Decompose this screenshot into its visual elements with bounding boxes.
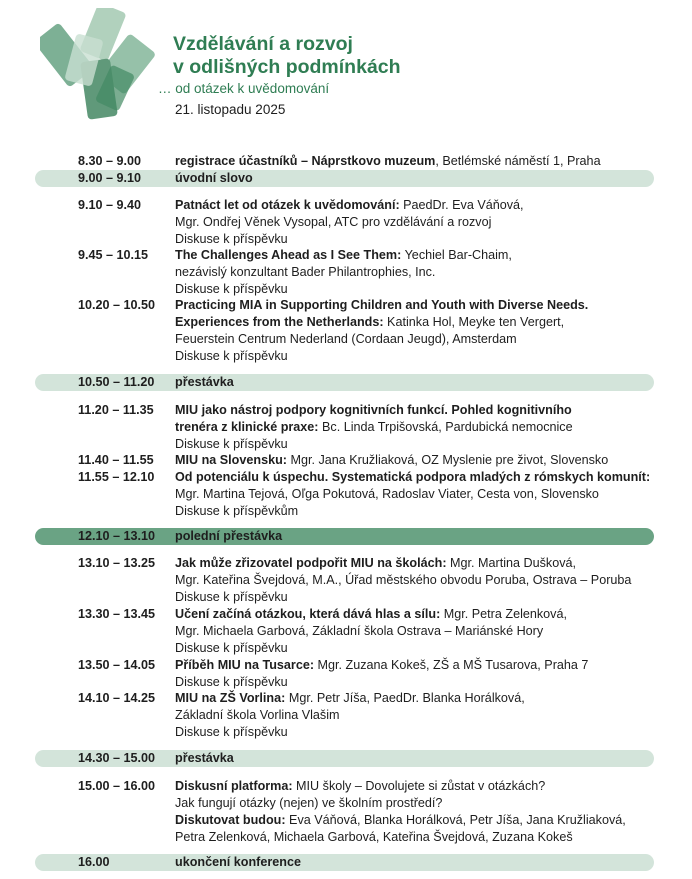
session-detail: Feuerstein Centrum Nederland (Cordaan Jeugd), Amsterdam xyxy=(175,332,517,346)
session-discussion: Diskuse k příspěvku xyxy=(175,349,288,363)
session-discussion: Diskuse k příspěvku xyxy=(175,725,288,739)
session-title: Practicing MIA in Supporting Children and Youth with Diverse Needs. xyxy=(175,298,589,312)
session-discussion: Diskuse k příspěvku xyxy=(175,437,288,451)
time-label: 9.10 – 9.40 xyxy=(78,198,142,212)
title-line-1: Vzdělávání a rozvoj xyxy=(173,33,353,55)
leaf-cross-logo-icon xyxy=(40,8,160,123)
session-detail: , Betlémské náměstí 1, Praha xyxy=(435,154,601,168)
time-label: 12.10 – 13.10 xyxy=(78,529,156,543)
panel-speakers-2: Petra Zelenková, Michaela Garbová, Kateřina Švejdová, Zuzana Kokeš xyxy=(175,830,573,844)
band-label: úvodní slovo xyxy=(175,171,253,185)
session-title: The Challenges Ahead as I See Them: xyxy=(175,248,402,262)
session-speaker: Yechiel Bar-Chaim, xyxy=(401,248,512,262)
time-label: 10.50 – 11.20 xyxy=(78,375,155,389)
session-title: Patnáct let od otázek k uvědomování: xyxy=(175,198,400,212)
time-label: 10.20 – 10.50 xyxy=(78,298,156,312)
session-title: Od potenciálu k úspechu. Systematická podpora mladých z rómskych komunít: xyxy=(175,470,651,484)
session-title: Diskusní platforma: xyxy=(175,779,293,793)
band-label: přestávka xyxy=(175,375,234,389)
panel-label: Diskutovat budou: xyxy=(175,813,286,827)
time-label: 13.10 – 13.25 xyxy=(78,556,156,570)
session-discussion: Diskuse k příspěvku xyxy=(175,232,288,246)
session-detail: MIU školy – Dovolujete si zůstat v otázkách? xyxy=(292,779,546,793)
session-speaker: Mgr. Zuzana Kokeš, ZŠ a MŠ Tusarova, Praha 7 xyxy=(314,658,589,672)
time-label: 8.30 – 9.00 xyxy=(78,154,142,168)
session-detail: Základní škola Vorlina Vlašim xyxy=(175,708,340,722)
session-detail: Mgr. Michaela Garbová, Základní škola Ostrava – Mariánské Hory xyxy=(175,624,544,638)
time-label: 16.00 xyxy=(78,855,110,869)
session-speaker: Mgr. Martina Tejová, Oľga Pokutová, Radoslav Viater, Cesta von, Slovensko xyxy=(175,487,599,501)
session-discussion: Diskuse k příspěvku xyxy=(175,675,288,689)
time-label: 11.20 – 11.35 xyxy=(78,403,154,417)
session-title: MIU na ZŠ Vorlina: xyxy=(175,691,286,705)
band-label: ukončení konference xyxy=(175,855,301,869)
time-label: 14.10 – 14.25 xyxy=(78,691,156,705)
session-detail-2: Jak fungují otázky (nejen) ve školním prostředí? xyxy=(175,796,443,810)
session-title: registrace účastníků – Náprstkovo muzeum xyxy=(175,154,436,168)
session-title: MIU jako nástroj podpory kognitivních funkcí. Pohled kognitivního xyxy=(175,403,572,417)
session-title: Učení začíná otázkou, která dává hlas a sílu: xyxy=(175,607,441,621)
session-speaker: Mgr. Martina Dušková, xyxy=(446,556,577,570)
time-label: 9.00 – 9.10 xyxy=(78,171,142,185)
session-detail: Mgr. Ondřej Věnek Vysopal, ATC pro vzdělávání a rozvoj xyxy=(175,215,492,229)
session-speaker: PaedDr. Eva Váňová, xyxy=(399,198,524,212)
conference-date: 21. listopadu 2025 xyxy=(175,102,286,117)
time-label: 11.40 – 11.55 xyxy=(78,453,154,467)
session-speaker: Bc. Linda Trpišovská, Pardubická nemocnice xyxy=(318,420,573,434)
time-label: 13.30 – 13.45 xyxy=(78,607,156,621)
session-title-cont: Experiences from the Netherlands: xyxy=(175,315,384,329)
time-label: 9.45 – 10.15 xyxy=(78,248,149,262)
session-discussion: Diskuse k příspěvku xyxy=(175,282,288,296)
session-speaker: Katinka Hol, Meyke ten Vergert, xyxy=(383,315,565,329)
session-discussion: Diskuse k příspěvku xyxy=(175,641,288,655)
panel-speakers: Eva Váňová, Blanka Horálková, Petr Jíša, Jana Kružliaková, xyxy=(285,813,626,827)
session-title-cont: trenéra z klinické praxe: xyxy=(175,420,319,434)
session-speaker: Mgr. Petr Jíša, PaedDr. Blanka Horálková, xyxy=(285,691,525,705)
session-detail: nezávislý konzultant Bader Philantrophies, Inc. xyxy=(175,265,436,279)
session-title: MIU na Slovensku: xyxy=(175,453,287,467)
session-detail: Mgr. Kateřina Švejdová, M.A., Úřad městského obvodu Poruba, Ostrava – Poruba xyxy=(175,573,632,587)
session-speaker: Mgr. Jana Kružliaková, OZ Myslenie pre život, Slovensko xyxy=(286,453,609,467)
title-line-2: v odlišných podmínkách xyxy=(173,56,401,78)
time-label: 11.55 – 12.10 xyxy=(78,470,155,484)
conference-subtitle: … od otázek k uvědomování xyxy=(158,81,330,96)
session-discussion: Diskuse k příspěvkům xyxy=(175,504,299,518)
band-label: přestávka xyxy=(175,751,234,765)
band-label: polední přestávka xyxy=(175,529,283,543)
time-label: 14.30 – 15.00 xyxy=(78,751,156,765)
session-title: Jak může zřizovatel podpořit MIU na školách: xyxy=(175,556,447,570)
time-label: 15.00 – 16.00 xyxy=(78,779,156,793)
conference-title xyxy=(173,33,401,79)
session-discussion: Diskuse k příspěvku xyxy=(175,590,288,604)
session-speaker: Mgr. Petra Zelenková, xyxy=(440,607,567,621)
session-title: Příběh MIU na Tusarce: xyxy=(175,658,315,672)
time-label: 13.50 – 14.05 xyxy=(78,658,156,672)
